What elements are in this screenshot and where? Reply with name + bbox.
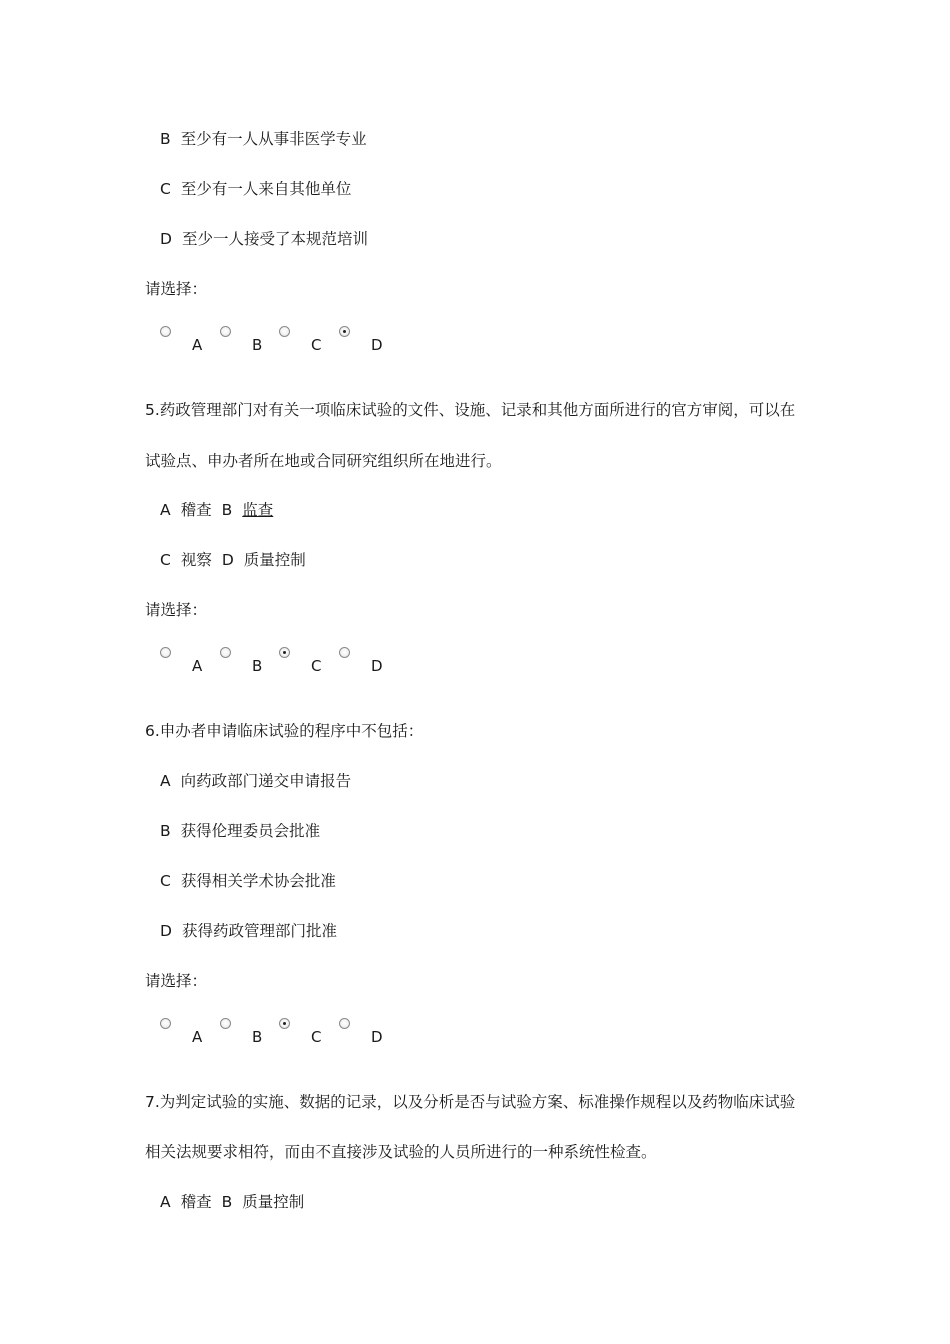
- radio-button-checked[interactable]: [279, 647, 290, 658]
- radio-button[interactable]: [160, 1018, 171, 1029]
- q6-radio-a[interactable]: A: [160, 1018, 220, 1048]
- radio-button[interactable]: [160, 647, 171, 658]
- radio-button[interactable]: [279, 326, 290, 337]
- q5-radio-c[interactable]: C: [279, 647, 339, 677]
- q4-option-b: B 至少有一人从事非医学专业: [160, 130, 367, 148]
- q4-radio-d[interactable]: D: [339, 326, 399, 356]
- radio-button[interactable]: [220, 647, 231, 658]
- q6-select-prompt: 请选择：: [145, 972, 208, 990]
- q5-options-ab: A 稽查 B 监查: [160, 501, 274, 519]
- q4-select-prompt: 请选择：: [145, 280, 208, 298]
- q6-option-d: D 获得药政管理部门批准: [160, 922, 337, 940]
- q5-stem-line2: 试验点、申办者所在地或合同研究组织所在地进行。: [145, 452, 502, 470]
- q6-radio-d[interactable]: D: [339, 1018, 399, 1048]
- q5-options-cd: C 视察 D 质量控制: [160, 551, 306, 569]
- radio-button[interactable]: [220, 1018, 231, 1029]
- radio-button[interactable]: [160, 326, 171, 337]
- q6-option-c: C 获得相关学术协会批准: [160, 872, 336, 890]
- q5-stem-line1: 5.药政管理部门对有关一项临床试验的文件、设施、记录和其他方面所进行的官方审阅，可以在: [145, 401, 796, 419]
- q7-options-ab: A 稽查 B 质量控制: [160, 1193, 305, 1211]
- q4-radio-c[interactable]: C: [279, 326, 339, 356]
- q6-stem: 6.申办者申请临床试验的程序中不包括：: [145, 722, 424, 740]
- q6-radio-c[interactable]: C: [279, 1018, 339, 1048]
- q5-radio-a[interactable]: A: [160, 647, 220, 677]
- q6-radio-b[interactable]: B: [220, 1018, 280, 1048]
- q4-option-d: D 至少一人接受了本规范培训: [160, 230, 368, 248]
- q5-radio-d[interactable]: D: [339, 647, 399, 677]
- q5-radio-b[interactable]: B: [220, 647, 280, 677]
- q4-option-c: C 至少有一人来自其他单位: [160, 180, 352, 198]
- q7-stem-line1: 7.为判定试验的实施、数据的记录，以及分析是否与试验方案、标准操作规程以及药物临床试验: [145, 1093, 796, 1111]
- radio-button[interactable]: [339, 1018, 350, 1029]
- q6-option-a: A 向药政部门递交申请报告: [160, 772, 352, 790]
- radio-button-checked[interactable]: [339, 326, 350, 337]
- radio-button[interactable]: [220, 326, 231, 337]
- q6-option-b: B 获得伦理委员会批准: [160, 822, 321, 840]
- radio-button[interactable]: [339, 647, 350, 658]
- q7-stem-line2: 相关法规要求相符，而由不直接涉及试验的人员所进行的一种系统性检查。: [145, 1143, 657, 1161]
- radio-button-checked[interactable]: [279, 1018, 290, 1029]
- q5-select-prompt: 请选择：: [145, 601, 208, 619]
- q4-radio-b[interactable]: B: [220, 326, 280, 356]
- q4-radio-a[interactable]: A: [160, 326, 220, 356]
